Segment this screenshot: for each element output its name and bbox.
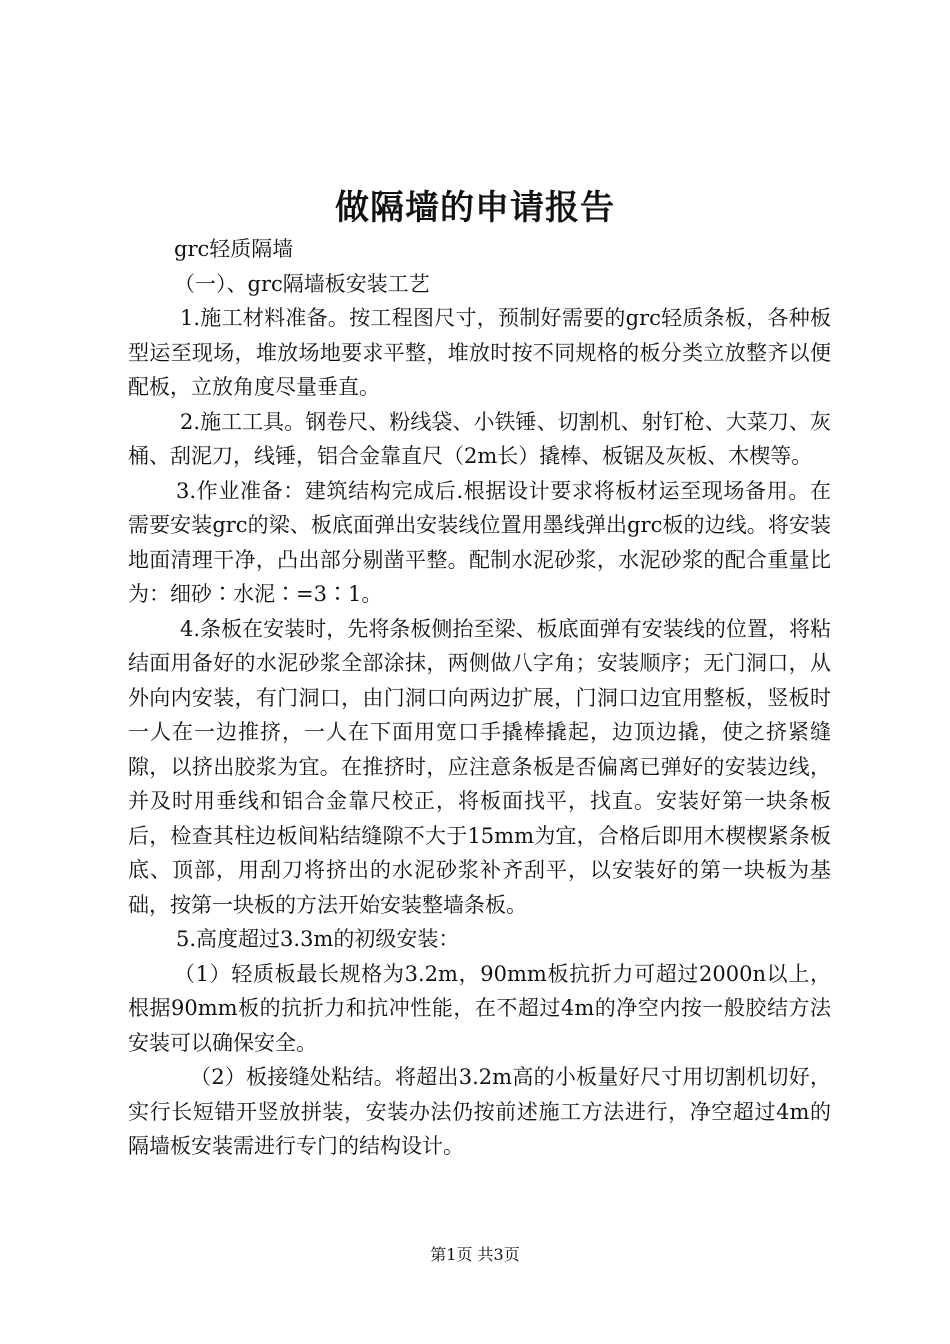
document-body	[128, 232, 831, 1164]
paragraph-item-5: 5.高度超过3.3m的初级安装：	[176, 927, 460, 951]
paragraph-sub-2: （2）板接缝处粘结。将超出3.2m高的小板量好尺寸用切割机切好，实行长短错开竖放拼装，安装办法仍按前述施工方法进行，净空超过4m的隔墙板安装需进行专门的结构设计。	[128, 1065, 831, 1158]
document-title: 做隔墙的申请报告	[335, 188, 615, 228]
paragraph-sub-1: （1）轻质板最长规格为3.2m，90mm板抗折力可超过2000n以上，根据90mm板的抗折力和抗冲性能，在不超过4m的净空内按一般胶结方法安装可以确保安全。	[128, 961, 831, 1055]
paragraph-item-1: 1.施工材料准备。按工程图尺寸，预制好需要的grc轻质条板，各种板型运至现场，堆放场地要求平整，堆放时按不同规格的板分类立放整齐以便配板，立放角度尽量垂直。	[128, 306, 831, 399]
paragraph-section-1: （一）、grc隔墙板安装工艺	[174, 271, 430, 296]
paragraph-heading-grc: grc轻质隔墙	[174, 237, 294, 261]
page-number-footer: 第1页 共3页	[430, 1245, 520, 1264]
paragraph-item-4: 4.条板在安装时，先将条板侧抬至梁、板底面弹有安装线的位置，将粘结面用备好的水泥砂浆全部涂抹，两侧做八字角；安装顺序；无门洞口，从外向内安装，有门洞口，由门洞口向两边扩展，门洞口边宜用整板，竖板时一人在一边推挤，一人在下面用宽口手撬棒撬起，边顶边撬，使之挤紧缝隙，以挤出胶浆为宜。在推挤时，应注意条板是否偏离已弹好的安装边线，并及时用垂线和铝合金靠尺校正，将板面找平，找直。安装好第一块条板后，检查其柱边板间粘结缝隙不大于15mm为宜，合格后即用木楔楔紧条板底、顶部，用刮刀将挤出的水泥砂浆补齐刮平，以安装好的第一块板为基础，按第一块板的方法开始安装整墙条板。	[128, 616, 831, 917]
paragraph-item-3: 3.作业准备：建筑结构完成后.根据设计要求将板材运至现场备用。在需要安装grc的梁、板底面弹出安装线位置用墨线弹出grc板的边线。将安装地面清理干净，凸出部分剔凿平整。配制水泥砂浆，水泥砂浆的配合重量比为：细砂∶水泥∶=3∶1。	[128, 478, 831, 606]
paragraph-item-2: 2.施工工具。钢卷尺、粉线袋、小铁锤、切割机、射钉枪、大菜刀、灰桶、刮泥刀，线锤，铝合金靠直尺（2m长）撬棒、板锯及灰板、木楔等。	[128, 409, 831, 468]
